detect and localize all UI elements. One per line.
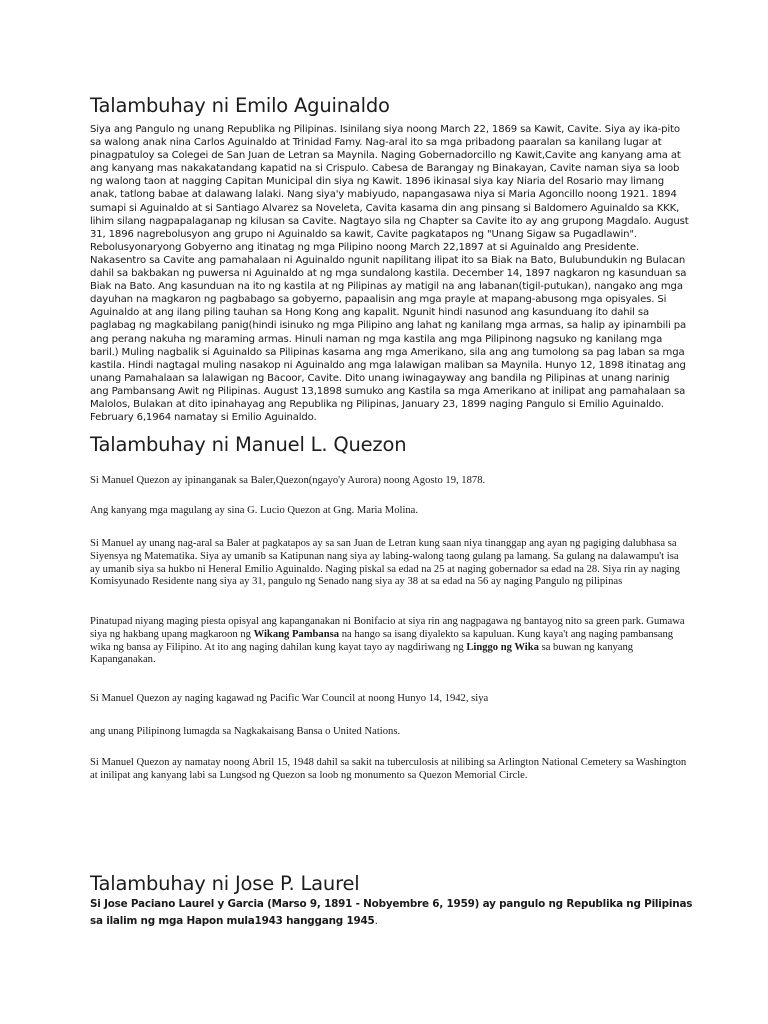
- quezon-p4-text-c: na hango sa isang diyalekto sa kapuluan. Kung kaya't ang naging pambansang wika ng bansa ay Filipino. At ito ang naging dahilan kung kayat tayo ay nagdiriwang ng: [90, 628, 674, 653]
- quezon-paragraph-3: Si Manuel ay unang nag-aral sa Baler at pagkatapos ay sa san Juan de Letran kung saan niya tinanggap ang ayan ng pagiging dalubhasa sa Siyensya ng Matematika. Siya ay umanib sa Katipunan nang siya ay labing-walong taong gulang pa lamang. Sa gulang na dalawampu't isa ay umanib siya sa hukbo ni Heneral Emilio Aguinaldo. Naging piskal sa edad na 25 at naging gobernador sa edad na 28. Siya rin ay naging Komisyunado Residente nang siya ay 31, pangulo ng Senado nang siya ay 38 at sa edad na 56 ay naging Pangulo ng pilipinas: [90, 538, 680, 588]
- quezon-paragraph-1: Si Manuel Quezon ay ipinanganak sa Baler,Quezon(ngayo'y Aurora) noong Agosto 19, 1878.: [90, 475, 486, 486]
- laurel-heading: Talambuhay ni Jose P. Laurel: [90, 872, 360, 895]
- laurel-body-tail: .: [374, 915, 378, 927]
- quezon-paragraph-5: Si Manuel Quezon ay naging kagawad ng Pacific War Council at noong Hunyo 14, 1942, siya: [90, 693, 489, 704]
- quezon-p4-text-d: sa buwan ng kanyang Kapanganakan.: [90, 641, 634, 666]
- laurel-body-bold: Si Jose Paciano Laurel y Garcia (Marso 9, 1891 - Nobyembre 6, 1959) ay pangulo ng Republika ng Pilipinas sa ilalim ng mga Hapon mula1943 hanggang 1945: [90, 898, 693, 927]
- wikang-pambansa-term: Wikang Pambansa: [253, 628, 340, 640]
- quezon-paragraph-6: ang unang Pilipinong lumagda sa Nagkakaisang Bansa o United Nations.: [90, 726, 401, 737]
- quezon-paragraph-7: Si Manuel Quezon ay namatay noong Abril 15, 1948 dahil sa sakit na tuberculosis at nilibing sa Arlington National Cemetery sa Washington at inilipat ang kanyang labi sa Lungsod ng Quezon sa loob ng monumento sa Quezon Memorial Circle.: [90, 757, 687, 781]
- aguinaldo-body: Siya ang Pangulo ng unang Republika ng Pilipinas. Isinilang siya noong March 22, 1869 sa Kawit, Cavite. Siya ay ika-pito sa walong anak nina Carlos Aguinaldo at Trinidad Famy. Nag-aral ito sa mga pribadong paaralan sa kanilang lugar at pinagpatuloy sa Colegei de San Juan de Letran sa Maynila. Naging Gobernadorcillo ng Kawit,Cavite ang kanyang ama at ang kanyang mas nakakatandang kapatid na si Crispulo. Cabesa de Barangay ng Binakayan, Cavite naman siya sa loob ng walong taon at nagging Capitan Municipal din siya ng Kawit. 1896 ikinasal siya kay Niaria del Rosario may limang anak, tatlong babae at dalawang lalaki. Nang siya'y mabiyudo, napangasawa niya si Maria Agoncillo noong 1921. 1894 sumapi si Aguinaldo at si Santiago Alvarez sa Noveleta, Cavita kasama din ang pinsang si Baldomero Aguinaldo sa KKK, lihim silang nagpapalaganap ng kilusan sa Cavite. Nagtayo sila ng Chapter sa Cavite ito ay ang grupong Magdalo. August 31, 1896 nagrebolusyon ang grupo ni Aguinaldo sa kawit, Cavite pagkatapos ng "Unang Sigaw sa Pugadlawin". Rebolusyonaryong Gobyerno ang itinatag ng mga Pilipino noong March 22,1897 at si Aguinaldo ang Presidente. Nakasentro sa Cavite ang pamahalaan ni Aguinaldo ngunit napilitang ilipat ito sa Biak na Bato, Bulubundukin ng Bulacan dahil sa bakbakan ng puwersa ni Aguinaldo at ng mga sundalong kastila. December 14, 1897 nagkaron ng kasunduan sa Biak na Bato. Ang kasunduan na ito ng kastila at ng Pilipinas ay matigil na ang labanan(tigil-putukan), nangako ang mga dayuhan na magkaron ng pagbabago sa gobyerno, papaalisin ang mga prayle at mapang-abusong mga opisyales. Si Aguinaldo at ang ilang piling tauhan sa Hong Kong ang kapalit. Ngunit hindi nasunod ang kasunduang ito dahil sa paglabag ng magkabilang panig(hindi isinuko ng mga Pilipino ang lahat ng kanilang mga armas, sa halip ay ipinambili pa ang perang nakuha ng maraming armas. Hinuli naman ng mga kastila ang mga Pilipinong nagsuko ng kanilang mga baril.) Muling nagbalik si Aguinaldo sa Pilipinas kasama ang mga Amerikano, sila ang ang tumolong sa pag laban sa mga kastila. Hindi nagtagal muling nasakop ni Aguinaldo ang mga lalawigan maliban sa Maynila. Hunyo 12, 1898 itinatag ang unang Pamahalaan sa lalawigan ng Bacoor, Cavite. Dito unang iwinagayway ang bandila ng Pilipinas at unang narinig ang Pambansang Awit ng Pilipinas. August 13,1898 sumuko ang Kastila sa mga Amerikano at inilipat ang pamahalaan sa Malolos, Bulakan at dito ipinahayag ang Republika ng Pilipinas, January 23, 1899 naging Pangulo si Emilio Aguinaldo. February 6,1964 namatay si Emilio Aguinaldo.: [90, 124, 689, 424]
- quezon-paragraph-4: [90, 616, 690, 667]
- aguinaldo-heading: Talambuhay ni Emilo Aguinaldo: [90, 94, 390, 117]
- quezon-heading: Talambuhay ni Manuel L. Quezon: [90, 433, 407, 456]
- quezon-paragraph-2: Ang kanyang mga magulang ay sina G. Lucio Quezon at Gng. Maria Molina.: [90, 505, 419, 516]
- laurel-body: [90, 896, 700, 930]
- linggo-ng-wika-term: Linggo ng Wika: [466, 641, 539, 653]
- quezon-p4-text-a: Pinatupad niyang maging piesta opisyal ang kapanganakan ni Bonifacio at siya rin ang nagpagawa ng bantayog nito sa green park. Gumawa siya ng hakbang upang magkaroon ng: [90, 616, 685, 640]
